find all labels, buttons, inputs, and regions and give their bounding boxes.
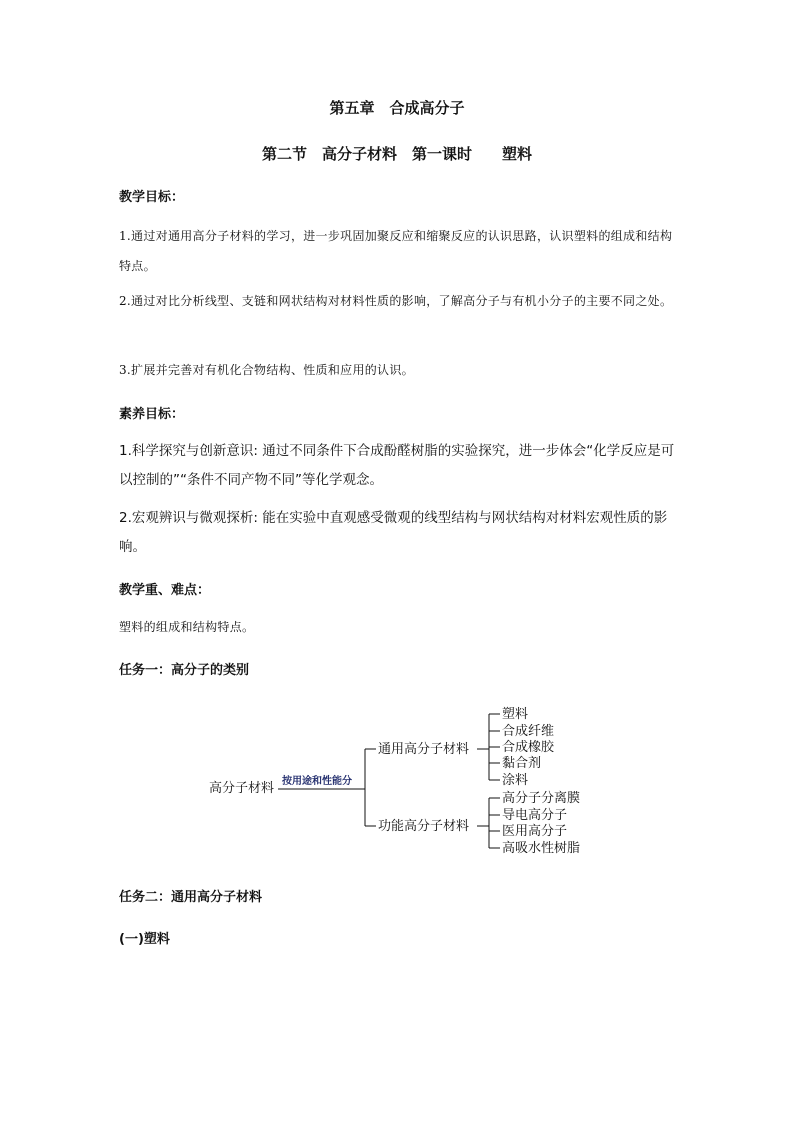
general-item-5: 涂料 — [502, 773, 529, 788]
task1-heading: 任务一：高分子的类别 — [119, 663, 250, 678]
functional-label: 功能高分子材料 — [378, 819, 470, 834]
chapter-title: 第五章 合成高分子 — [329, 99, 465, 117]
teaching-goals-heading: 教学目标： — [119, 190, 185, 205]
section-title: 第二节 高分子材料 第一课时 塑料 — [261, 145, 532, 163]
general-item-2: 合成纤维 — [502, 724, 555, 739]
teaching-goal-2: 2.通过对比分析线型、支链和网状结构对材料性质的影响，了解高分子与有机小分子的主要不同之处。 — [119, 294, 673, 308]
functional-item-4: 高吸水性树脂 — [502, 841, 581, 856]
teaching-goal-3: 3.扩展并完善对有机化合物结构、性质和应用的认识。 — [119, 363, 414, 377]
task2-heading: 任务二：通用高分子材料 — [119, 890, 263, 905]
functional-item-3: 医用高分子 — [502, 824, 568, 839]
general-item-3: 合成橡胶 — [502, 740, 555, 755]
diagram-root: 高分子材料 — [209, 781, 275, 796]
key-points-text: 塑料的组成和结构特点。 — [119, 620, 255, 634]
teaching-goal-1: 1.通过对通用高分子材料的学习，进一步巩固加聚反应和缩聚反应的认识思路，认识塑料的组成和结构特点。 — [119, 229, 673, 273]
diagram-edge-label: 按用途和性能分 — [282, 776, 352, 787]
literacy-goal-2: 2.宏观辨识与微观探析: 能在实验中直观感受微观的线型结构与网状结构对材料宏观性质的影响。 — [119, 510, 668, 555]
general-item-1: 塑料 — [502, 707, 529, 722]
general-item-4: 黏合剂 — [502, 756, 542, 771]
functional-item-1: 高分子分离膜 — [502, 791, 581, 806]
general-label: 通用高分子材料 — [378, 742, 470, 757]
literacy-goal-1: 1.科学探究与创新意识: 通过不同条件下合成酚醛树脂的实验探究，进一步体会“化学反应是可以控制的”“条件不同产物不同”等化学观念。 — [119, 443, 675, 488]
classification-diagram — [200, 700, 620, 860]
task2-subheading: (一)塑料 — [119, 932, 170, 947]
literacy-goals-heading: 素养目标： — [119, 407, 185, 422]
functional-item-2: 导电高分子 — [502, 808, 568, 823]
key-points-heading: 教学重、难点： — [119, 583, 211, 598]
